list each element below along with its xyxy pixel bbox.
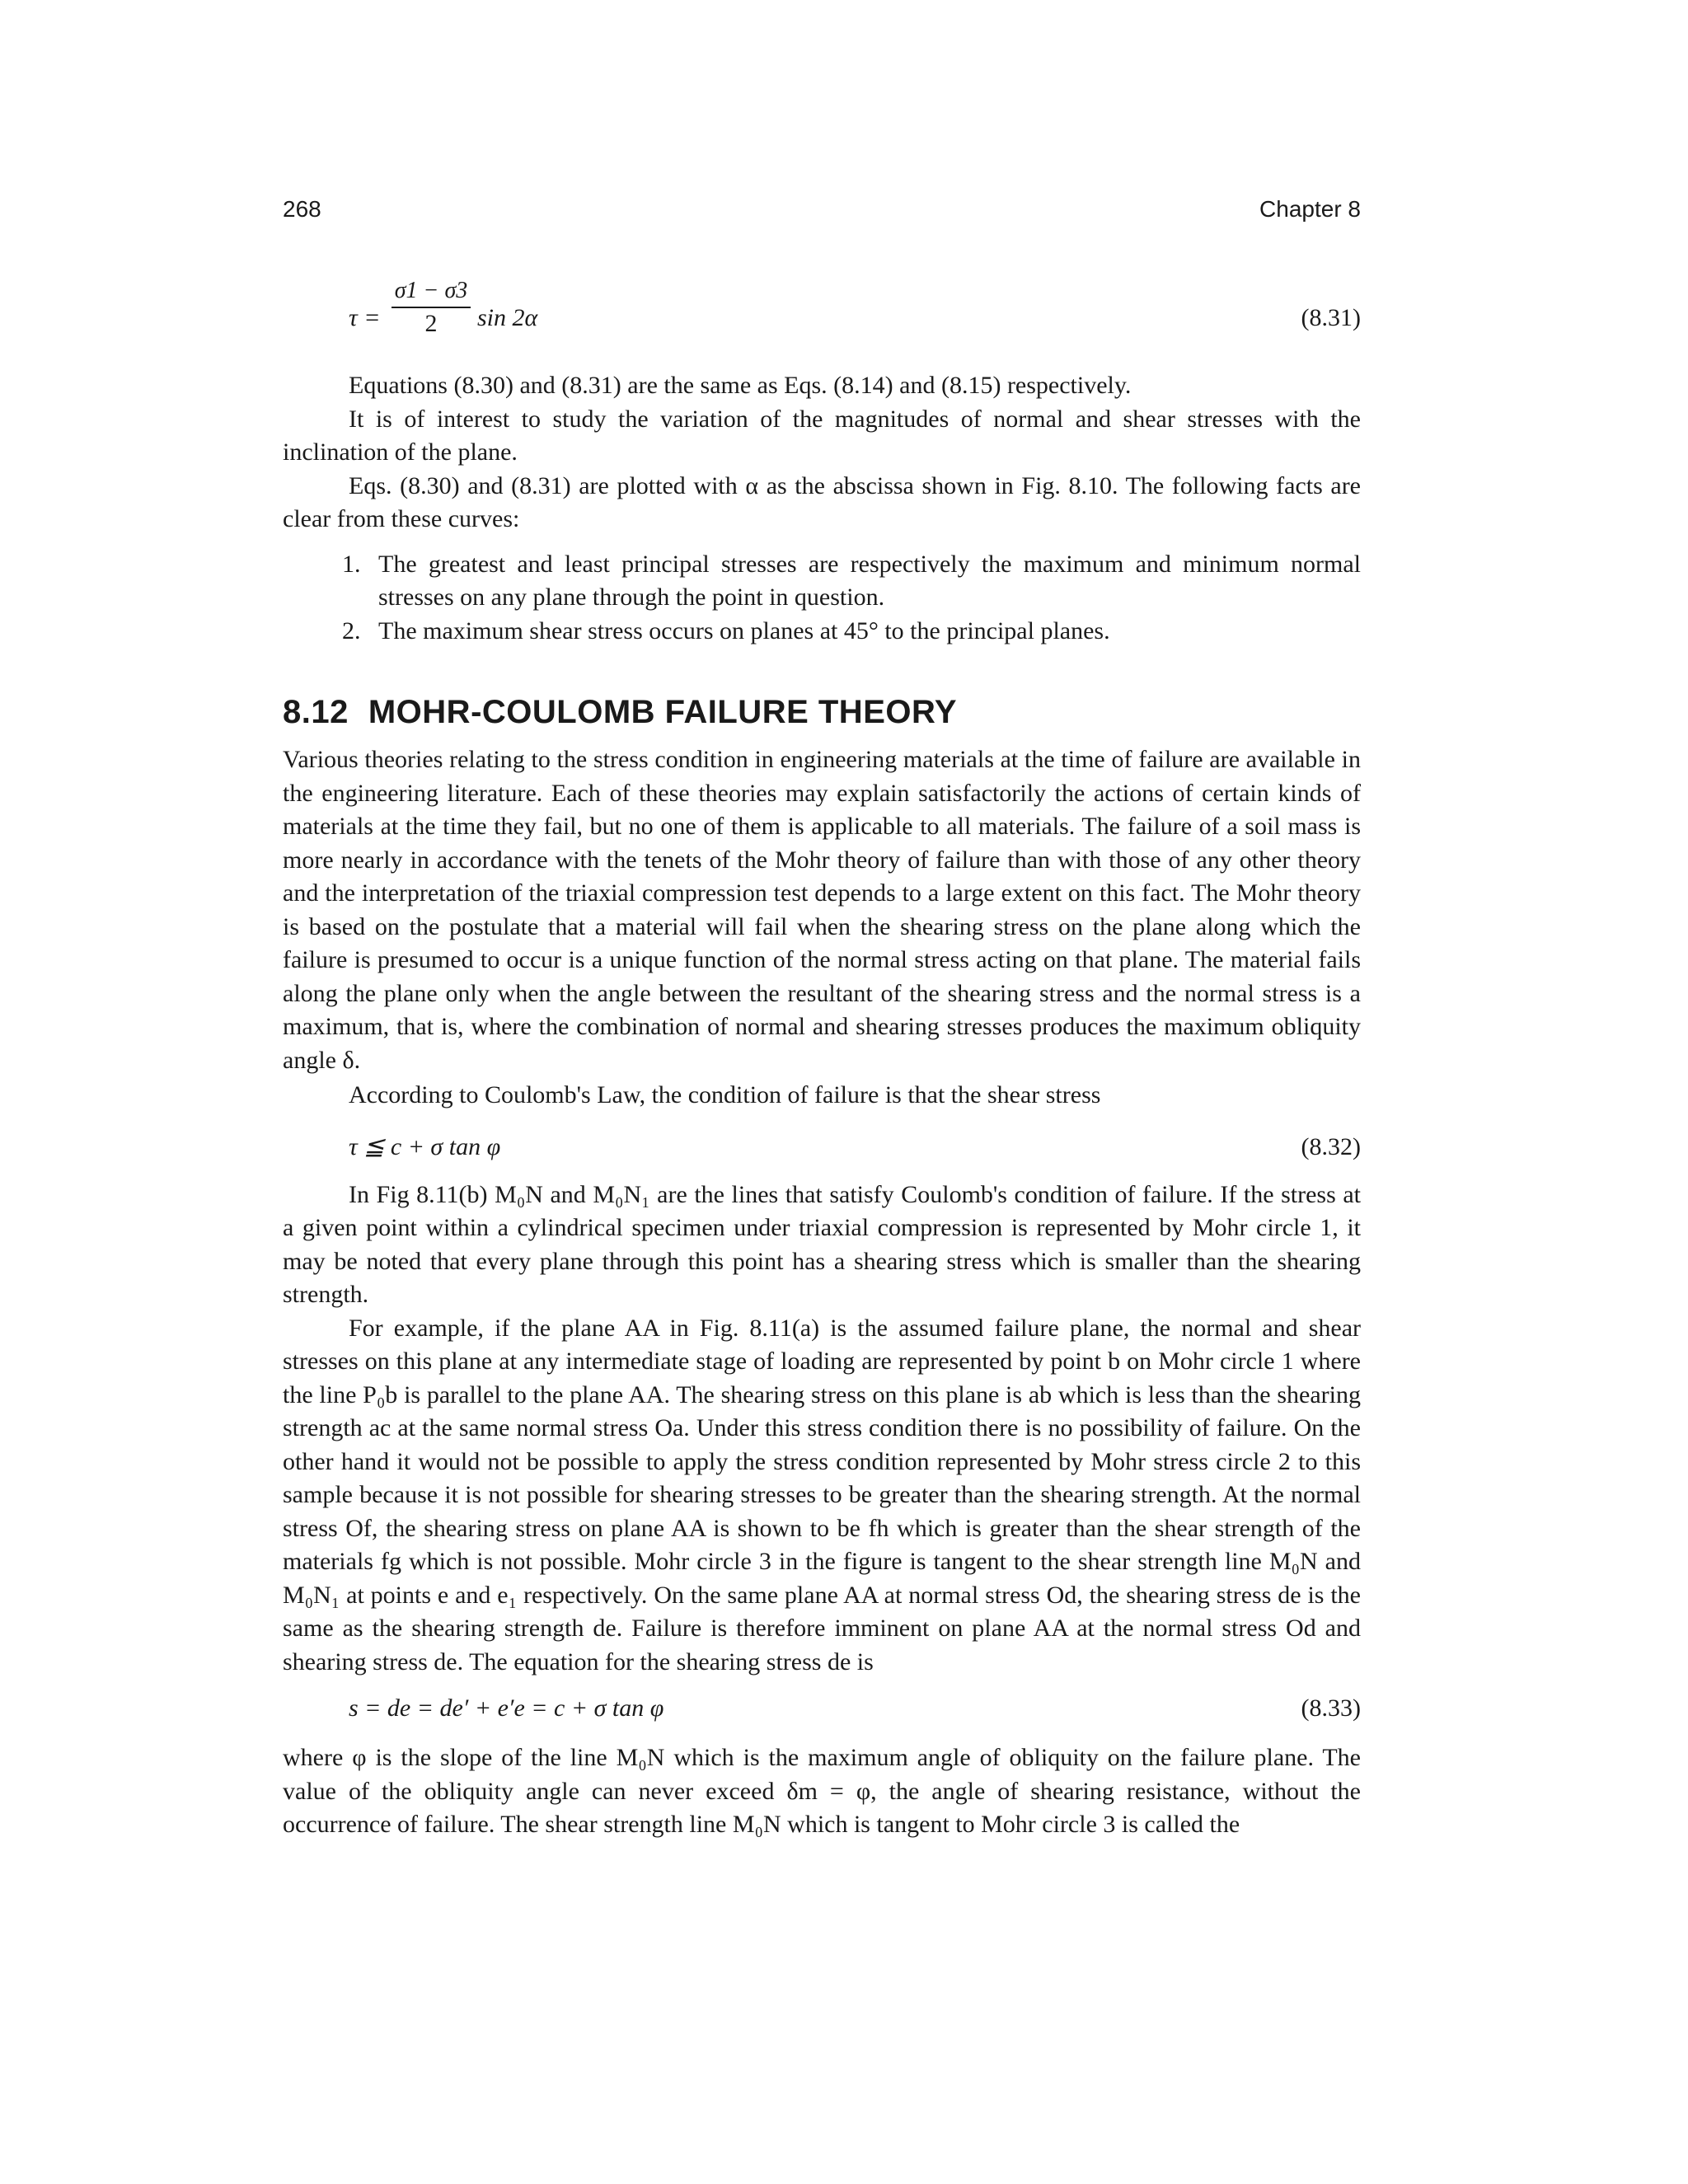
page-number: 268 — [283, 196, 321, 222]
section-number: 8.12 — [283, 694, 349, 730]
section-heading — [283, 692, 1361, 732]
equation-8-33-number: (8.33) — [1301, 1694, 1361, 1722]
equation-8-32-expression: τ ≦ c + σ tan φ — [349, 1132, 501, 1160]
equation-8-32 — [283, 1131, 1361, 1164]
equation-8-31-lhs: τ = — [349, 304, 381, 331]
paragraph-example: For example, if the plane AA in Fig. 8.11(a) is the assumed failure plane, the normal and shear stresses on this plane at any intermediate stage of loading are represented by point b on Mohr circle 1 where the line P₀b is parallel to the plane AA. The shearing stress on this plane is ab which is less than the shearing strength ac at the same normal stress Oa. Under this stress condition there is no possibility of failure. On the other hand it would not be possible to apply the stress condition represented by Mohr stress circle 2 to this sample because it is not possible for shearing stresses to be greater than the shearing strength. At the normal stress Of, the shearing stress on plane AA is shown to be fh which is greater than the shear strength of the materials fg which is not possible. Mohr circle 3 in the figure is tangent to the shear strength line M₀N and M₀N₁ at points e and e₁ respectively. On the same plane AA at normal stress Od, the shearing stress de is the same as the shearing strength de. Failure is therefore imminent on plane AA at the normal stress Od and shearing stress de. The equation for the shearing stress de is — [283, 1314, 1361, 1675]
paragraph-obliquity: where φ is the slope of the line M₀N which is the maximum angle of obliquity on the failure plane. The value of the obliquity angle can never exceed δm = φ, the angle of shearing resistance, without the occurrence of failure. The shear strength line M₀N which is tangent to Mohr circle 3 is called the — [283, 1744, 1361, 1838]
paragraph-variation: It is of interest to study the variation of the magnitudes of normal and shear stresses with the inclination of the plane. — [283, 405, 1361, 466]
list-marker: 1. — [342, 550, 361, 578]
equation-8-31-numerator: σ1 − σ3 — [394, 278, 468, 303]
equation-8-33-expression: s = de = de′ + e′e = c + σ tan φ — [349, 1694, 664, 1722]
fraction-bar — [392, 307, 471, 308]
equation-8-31-number: (8.31) — [1301, 304, 1361, 331]
list-item — [283, 548, 1361, 615]
paragraph-figure-8-11b: In Fig 8.11(b) M₀N and M₀N₁ are the lines that satisfy Coulomb's condition of failure. If the stress at a given point within a cylindrical specimen under triaxial compression is represented by Mohr circle 1, it may be noted that every plane through this point has a shearing stress which is smaller than the shearing strength. — [283, 1180, 1361, 1308]
equation-8-33 — [283, 1692, 1361, 1725]
list-marker: 2. — [342, 616, 361, 644]
equation-8-31 — [283, 277, 1361, 369]
equation-8-32-number: (8.32) — [1301, 1132, 1361, 1160]
paragraph-equations-same: Equations (8.30) and (8.31) are the same as Eqs. (8.14) and (8.15) respectively. — [349, 372, 1132, 399]
book-page — [283, 198, 1361, 1842]
list-text: The maximum shear stress occurs on planes at 45° to the principal planes. — [378, 616, 1110, 644]
equation-8-31-fraction — [392, 277, 471, 338]
section-title: MOHR-COULOMB FAILURE THEORY — [368, 694, 958, 730]
facts-list — [283, 548, 1361, 649]
equation-8-31-denominator: 2 — [424, 310, 438, 337]
chapter-label: Chapter 8 — [1259, 196, 1361, 222]
paragraph-plotted: Eqs. (8.30) and (8.31) are plotted with α as the abscissa shown in Fig. 8.10. The following facts are clear from these curves: — [283, 471, 1361, 532]
paragraph-theories: Various theories relating to the stress condition in engineering materials at the time of failure are available in the engineering literature. Each of these theories may explain satisfactorily the actions of certain kinds of materials at the time they fail, but no one of them is applicable to all materials. The failure of a soil mass is more nearly in accordance with the tenets of the Mohr theory of failure than with those of any other theory and the interpretation of the triaxial compression test depends to a large extent on this fact. The Mohr theory is based on the postulate that a material will fail when the shearing stress on the plane along which the failure is presumed to occur is a unique function of the normal stress acting on that plane. The material fails along the plane only when the angle between the resultant of the shearing stress and the normal stress is a maximum, that is, where the combination of normal and shearing stresses produces the maximum obliquity angle δ. — [283, 746, 1361, 1074]
paragraph-coulomb: According to Coulomb's Law, the condition of failure is that the shear stress — [349, 1081, 1101, 1108]
list-item — [283, 615, 1361, 649]
running-head — [283, 198, 1361, 231]
equation-8-31-rest: sin 2α — [477, 304, 538, 331]
list-text: The greatest and least principal stresses are respectively the maximum and minimum normal stresses on any plane through the point in question. — [378, 550, 1361, 611]
